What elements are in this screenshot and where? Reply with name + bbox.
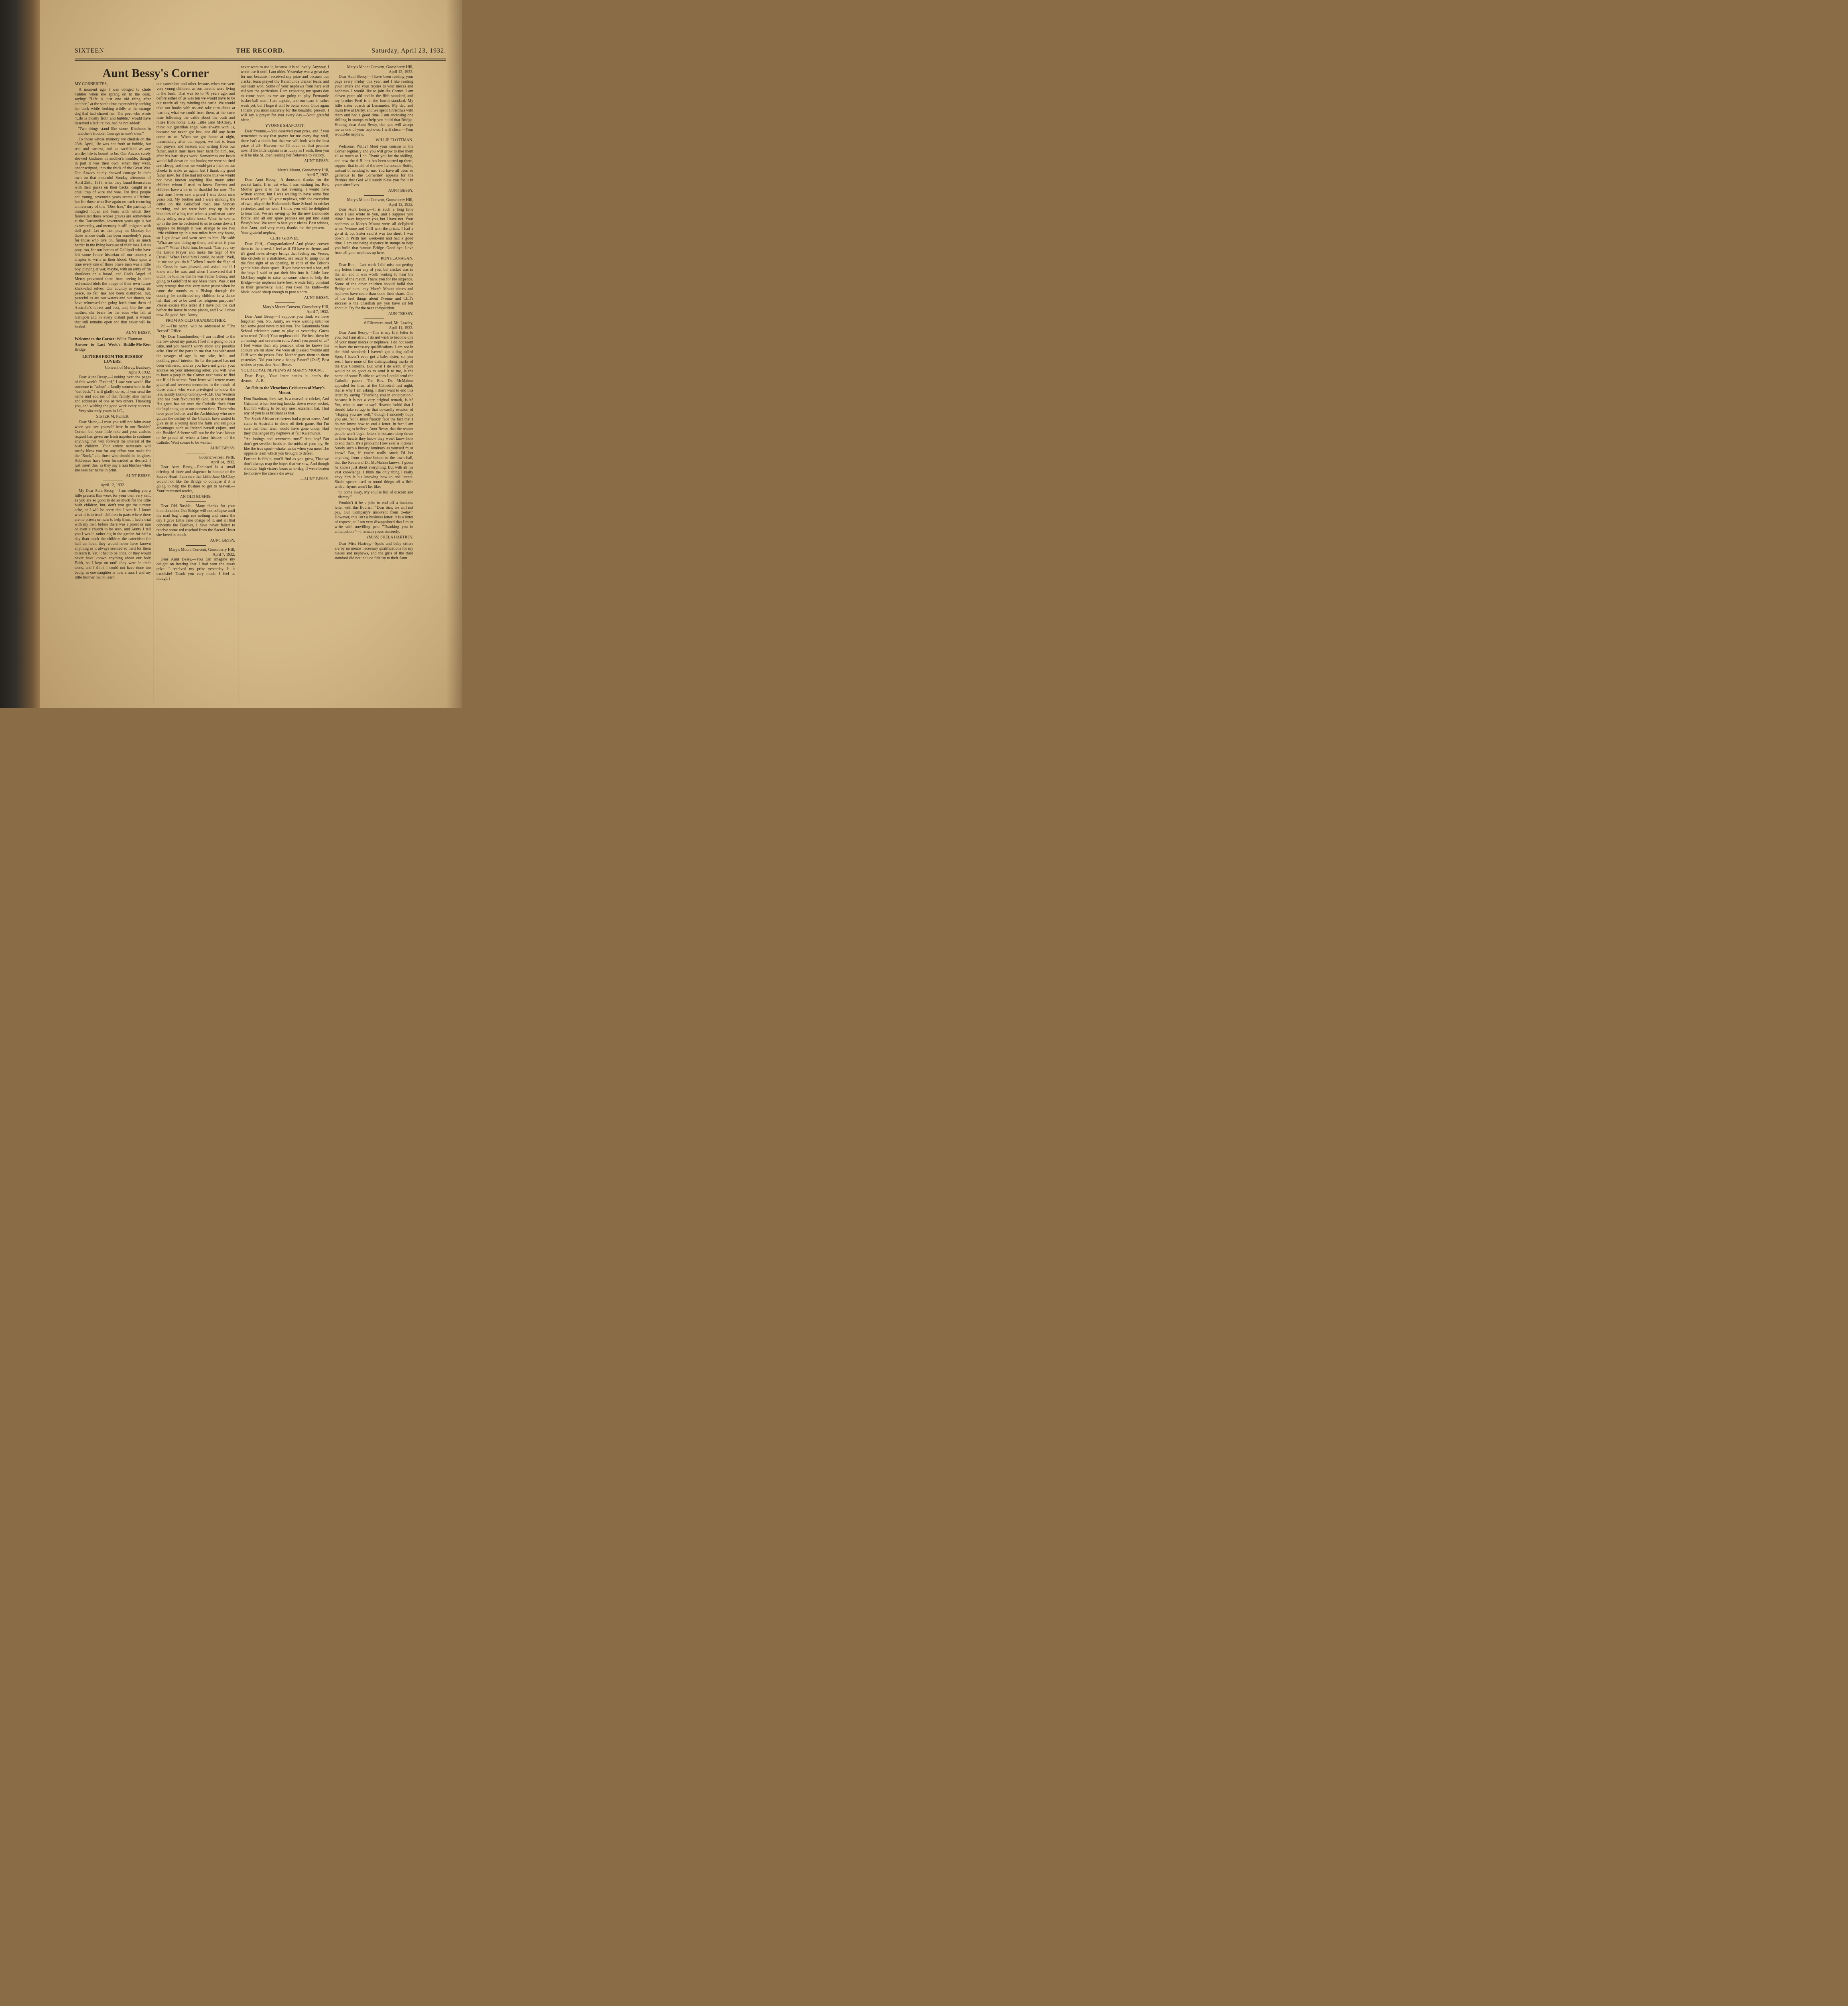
reply: Welcome, Willie! Meet your cousins in the Corner regularly and you will grow to like them all as much as I do. Thank you for the shilling, and now the A.B. box has been started up there, support that in aid of the new Lemonade Bottle, instead of sending to me. You have all been so generous to the Cornerites' appeals for the Bushies that God will surely bless you for it in your after lives. (335, 144, 413, 187)
masthead: THE RECORD. (236, 47, 285, 54)
letter: Dear Aunt Bessy,—Looking over the pages of this week's "Record," I saw you would like someone to "adopt" a family somewhere in the "out back." I will gladly do so, if you send the name and address of that family, also names and addresses of one or two others. Thanking you, and wishing the good work every success.—Very sincerely yours in J.C., (75, 375, 151, 413)
ode-stanza: Fortune is fickle; you'll find as you grow, That we don't always reap the hopes that we sow, And though shoulder high victory bears us to-day, If we're beaten to-morrow the cheers die away. (244, 457, 329, 476)
letter: My Dear Aunt Bessy,—I am sending you a little present this week for your own very self, as you are so good to do so much for the little bush children, but, don't you get the tummy ache, or I will be sorry that I sent it. I know what it is to teach children in parts where there are no priests or nuns to help them. I had a trial with my own before there was a priest or nun or even a church to be seen, and Aunty I tell you I would rather dig in the garden for half a day than teach the children the catechism for half an hour, they would never have known anything as it always seemed so hard for them to learn it. Yet, it had to be done, or they would never have known anything about our holy Faith, so I kept on until they were in their teens, and I think I could not have done too badly, as one daughter is now a nun. I and my little brother had to learn (75, 489, 151, 580)
reply: Dear Boys,—Your letter settles it—here's the rhyme.—A. B. (241, 374, 329, 383)
signature: RON FLANAGAN. (380, 256, 413, 261)
letter-date: April 14, 1932. (210, 460, 235, 465)
signature: AUNT BESSY. (388, 189, 413, 193)
paragraph: our catechism and other lessons when we were very young children, as our parents were living in the bush. That was 65 to 70 years ago, and before either of us was ten we would have to be out nearly all day minding the cattle. We would take our books with us and take turn about at learning what we could from them, at the same time following the cattle about the bush and miles from home. Like Little Jane McClory, I think our guardian angel was always with us, because we never got lost, nor did any harm come to us. When we got home at night, immediately after our supper, we had to learn our prayers and lessons and writing from our father, and it must have been hard for him, too, after his hard day's work. Sometimes our heads would fall down on our books; we were so tired and sleepy, and then we would get a flick on our cheeks to wake us again, but I thank my good father now, for if he had not done this we would not have known anything like many other children whom I used to know. Parents and children have a lot to be thankful for now. The first time I ever saw a priest I was about nine years old. My brother and I were minding the cattle on the Guildford road one Sunday morning, and we were both way up in the branches of a big tree when a gentleman came along riding on a white horse. When he saw us up in the tree he beckoned to us to come down. I suppose he thought it was strange to see two little children up in a tree miles from any house, so I got down and went over to him. He said: "What are you doing up there, and what is your name?" When I told him, he said: "Can you say the Lord's Prayer and make the Sign of the Cross?" When I told him I could, he said: "Well, let me see you do it." When I made the Sign of the Cross he was pleased, and asked me if I knew who he was, and when I answered that I didn't, he told me that he was Father Gibney, and going to Guildford to say Mass there. Was it not very strange that that very same priest when he came the rounds as a Bishop through the country, he confirmed my children in a dance hall that had to be used for religious purposes? Please excuse this letter if I have put the cart before the horse in some places, and I will close now. So good-bye, Aunty. (156, 82, 235, 317)
page-edge-shadow (446, 0, 462, 708)
signature: —AUNT BESSY. (300, 477, 329, 481)
paragraph: A moment ago I was obliged to chide Tiddles when she sprang on to the desk, saying: "Life is just one old thing after another," at the same time expressively arching her back while looking wildly at the strange dog that had chased her. The poet who wrote "Life is mostly froth and bubble," would have deserved a lecture too, had he not added: (75, 87, 151, 126)
reply: Dear Sister,—I trust you will not faint away when you see yourself here in our Bushies' Corner, but your little note and your zealous request has given me fresh impetus to continue anything that will forward the interest of the bush children. Your ardent namesake will surely bless you for any effort you make for the "Rock," and those who should be its glory. Addresses have been forwarded as desired. I just insert this, as they say a nun blushes when she sees her name in print. (75, 420, 151, 473)
letter-address: Mary's Mount Convent, Gooseberry Hill, (262, 305, 329, 309)
ode-stanza: "An innings and seventeen runs!" Atta boy! But don't get swelled heads in the midst of your joy, Be like the true sport—shake hands when you meet The opposite team which you brought to defeat. (244, 437, 329, 456)
letter: Dear Aunt Bessy,—I have been reading your page every Friday this year, and I like reading your letters and your replies to your nieces and nephews. I would like to join the Corner. I am eleven years old and in the fifth standard, and my brother Fred is in the fourth standard. My little sister boards at Lesmurdie. My dad and mum live at Derby, and we spent Christmas with them and had a good time. I am enclosing one shilling in stamps to help you build that Bridge. Hoping, dear Aunt Bessy, that you will accept me as one of your nephews, I will close.—Your would-be nephew, (335, 75, 413, 137)
running-header (75, 47, 446, 57)
signature: SISTER M. PETER. (96, 414, 130, 419)
signature: WILLIE FLOTTMAN. (376, 138, 413, 142)
answer-label: Answer to Last Week's Riddle-Me-Ree: (75, 343, 151, 347)
answer-value: Bridge. (75, 347, 87, 352)
signature: AUNT BESSY. (126, 331, 151, 335)
letter: Dear Aunt Bessy,—You can imagine my delight on hearing that I had won the essay prize. I received my prize yesterday. It is exquisite! Thank you very much. I feel as though I (156, 557, 235, 581)
reply: My Dear Grandmother,—I am thrilled to the marrow about my parcel. I feel it is going to be a cake, and you needn't worry about any possible ache. One of the parts in me that has withstood the ravages of age, is my cake, fruit, and pudding proof interior. So far the parcel has not been delivered, and as you have not given your address on your interesting letter, you will have to have a peep in the Corner next week to find out if all is serene. Your letter will renew many grateful and reverent memories in the minds of those elders who were privileged to know the late, saintly Bishop Gibney.—R.I.P. Our Western land has been favoured by God, in those whom His grace has set over the Catholic flock from the beginning up to our present time. Those who have gone before, and the Archbishop who now guides the destiny of the Church, have united to give us in a young land the faith and religious advantages such as Ireland herself enjoys, and the Bushies' Scheme will not be the least labour to be proud of when a later history of the Catholic West comes to be written. (156, 335, 235, 445)
letter: Dear Aunt Bessy,—A thousand thanks for the pocket knife. It is just what I was wishing for. Rev. Mother gave it to me last evening. I would have written sooner, but I was waiting to have some fine news to tell you. All your nephews, with the exception of two, played the Kalamunda State School in cricket yesterday, and we won. I know you will be delighted to hear that. We are saving up for the new Lemonade Bottle, and all our spare pennies are put into Aunt Bessy's box. We want to beat your nieces. Best wishes, dear Aunt, and very many thanks for the present.—Your grateful nephew, (241, 178, 329, 235)
letter-address: Convent of Mercy, Bunbury, (105, 365, 151, 370)
letter: Dear Aunt Bessy,—This is my first letter to you, but I am afraid I do not wish to become one of your many nieces or nephews. I do not seem to have the necessary qualifications. I am not in the third standard; I haven't got a dog called Spot; I haven't even got a baby sister; so, you see, I have none of the distinguishing marks of the true Cornerite. But what I do want, if you would be so good as to send it to me, is the name of some Bushie to whom I could send the Catholic papers. The Rev. Dr. McMahon appealed for them at the Cathedral last night; that is why I am asking. I don't want to end this letter by saying "Thanking you in anticipation," because it is not a very original remark, is it? Yet, what is one to say? Heaven forbid that I should take refuge in that cowardly evasion of "Hoping you are well," though I sincerely hope you are. No! I must frankly face the fact that I do not know how to end a letter. In fact I am beginning to believe, Aunt Bessy, that the reason people won't begin letters is because deep down in their hearts they know they won't know how to end them. It's a problem! How ever is it done? Surely such a literary luminary as yourself must know! But, if you're really stuck I'd bet anything, from a shoe button to the town hall, that the Reverend Dr. McMahon knows. I guess he knows just about everything. But with all his vast knowledge, I think the only thing I really envy him is his knowing how to end letters. Shake speare used to round things off a little with a rhyme, usen't he, like: (335, 331, 413, 489)
welcome-name: Willie Flottman. (116, 337, 143, 341)
letter-date: April 12, 1932. (100, 483, 125, 487)
separator (364, 195, 384, 196)
signature: YVONNE SHAPCOTT. (265, 124, 305, 128)
letter: Wouldn't it be a joke to end off a business letter with this flourish: "Dear Sirs, we will not pay, Our Company's insolvent from to-day." However, this isn't a business letter; it is a letter of request, so I am very disappointed that I must write with unwilling pen: "Thanking you in anticipation."—I remain yours sincerely, (335, 501, 413, 534)
signature: AUNT BESSY. (210, 446, 235, 451)
signature: AUNT BESSY. (304, 159, 329, 163)
letter-address: Mary's Mount Convent, Gooseberry Hill, (169, 548, 235, 552)
verse: "O come away, My soul is full of discord and dismay." (338, 490, 413, 499)
letter: Dear Aunt Bessy,—I suppose you think we have forgotten you. No, Aunty, we were waiting until we had some good news to tell you. The Kalamunda State School cricketers came to play us yesterday. Guess who won? (You!) Your nephews did. We beat them by an innings and seventeen runs. Aren't you proud of us? I feel worse than any peacock when he knows his colours are on show. We were all pleased Yvonne and Cliff won the prizes. Rev. Mother gave them to them yesterday. Did you have a happy Easter? (Oui!) Best wishes to you, dear Aunt Bessy.— (241, 315, 329, 367)
signature: AUNT BESSY. (126, 474, 151, 478)
reply: Dear Ron,—Last week I did miss not getting any letters from any of you, but cricket was in the air, and it was worth waiting to hear the result of the match. Thank you for the sixpence. Some of the other children should build that Bridge of ours—my Mary's Mount nieces and nephews have more than done their share. One of the best things about Yvonne and Cliff's success is the unselfish joy you have all felt about it. Try for the next competition. (335, 263, 413, 311)
letter-address: Goderich-street, Perth. (199, 455, 235, 460)
verse: "Two things stand like stone, Kindness in another's trouble, Courage in one's own." (78, 127, 151, 136)
signature: YOUR LOYAL NEPHEWS AT MARY'S MOUNT. (241, 368, 324, 373)
letter: Dear Aunt Bessy,—Enclosed is a small offering of three and sixpence in honour of the Sacred Heart. I am sure that Little Jane McClory would not like the Bridge to collapse if it is going to help the Bushies to get to heaven.—Your interested reader, (156, 465, 235, 493)
column-1 (75, 82, 151, 703)
answer-line (75, 343, 151, 352)
letter-address: Mary's Mount Convent, Gooseberry Hill, (347, 198, 413, 202)
postscript: P.S.—The parcel will be addressed to "The Record" Office. (156, 324, 235, 333)
letter: Dear Aunt Bessy,—It is such a long time since I last wrote to you, and I suppose you think I have forgotten you, but I have not. Your nephews at Mary's Mount were all delighted when Yvonne and Cliff won the prizes. I had a go at it, but Sister said it was too short. I was down in Perth last week-end and had a good time. I am enclosing sixpence in stamps to help you build that famous Bridge. Good-bye. Love from all your nephews up here. (335, 207, 413, 255)
reply: Dear Miss Hartrey,—Spots and baby sisters are by no means necessary qualifications for my nieces and nephews, and the girls of the third standard did not include fidelity to their Aunt (335, 542, 413, 560)
letter-address: 6 Ellesmere-road, Mt. Lawley, (364, 321, 413, 325)
letter-date: April 7, 1932. (212, 552, 235, 557)
letter-address: Mary's Mount Convent, Gooseberry Hill, (347, 65, 413, 69)
separator (186, 545, 206, 546)
letter-date: April 7, 1932. (306, 173, 329, 177)
newspaper-page (40, 0, 462, 708)
page-title: Aunt Bessy's Corner (102, 67, 209, 80)
letter-date: April 11, 1932. (389, 326, 413, 330)
book-spine (0, 0, 44, 708)
ode-stanza: The South African cricketers had a great name, And came to Australia to show off their game, But I'm sure that their team would have gone under, Had they challenged my nephews at fair Kalamunda. (244, 417, 329, 436)
reply: Dear Old Bushie,—Many thanks for your kind donation. Our Bridge will not collapse until the mail bag brings me nothing and, since the day I gave Little Jane charge of it, and all that concerns the Bushies, I have never failed to receive some red rosebud from the Sacred Heart she loved so much. (156, 504, 235, 537)
signature: CLIFF GROVES. (270, 236, 300, 241)
salutation: MY CORNERITES,— (75, 82, 112, 86)
letter-date: April 12, 1932. (388, 70, 413, 74)
page-number: SIXTEEN (75, 47, 104, 54)
welcome-label: Welcome to the Corner: (75, 337, 116, 341)
letter-date: April 13, 1932. (388, 203, 413, 207)
ode-stanza: Don Bradman, they say, is a marvel at cricket, And Grimmet when bowling knocks down every wicket, But I'm willing to bet my most excellent hat, That any of you is as brilliant as that. (244, 397, 329, 416)
signature: AN OLD BUSHIE. (180, 495, 212, 499)
signature: AUNT BESSY. (210, 538, 235, 543)
column-3 (241, 65, 329, 703)
letter: never want to use it, because it is so lovely. Anyway, I won't use it until I am older. Yesterday was a great day for me, because I received my prize and because our cricket team played the Kalamunda cricket team, and our team won. Some of your nephews from here will tell you the particulars. I am expecting my sports day to come soon, as we are going to play Fremantle basket ball team. I am captain, and our team is rather weak yet, but I hope it will be better soon. Once again I thank you most sincerely for the beautiful present. I will say a prayer for you every day.—Your grateful niece, (241, 65, 329, 122)
column-4 (335, 65, 413, 703)
paragraph: To those whose memory we cherish on the 25th. April, life was not froth or bubble, but real and earnest, and as sacrificial as any worthy life is bound to be. Our Anzacs surely showed kindness in another's trouble, though in part it was their own, when they went, unconscripted, into the thick of the Great War. Our Anzacs surely showed courage in their own on that mournful Sunday afternoon of April 25th., 1915, when they found themselves with their packs on their backs, caught in a cruel trap of wire and woe. For little people and young, seventeen years seems a lifetime, but for those who live again on each recurring anniversary of this "Dies Irae," the partings of mingled hopes and fears with which they farewelled those whose graves are somewhere at the Dardanelles, seventeen years ago is but as yesterday, and memory is still poignant with dull grief. Let us then pray on Monday for those whose death has been somebody's pain; for those who live on, finding life so much harder in the living because of their loss. Let us pray, too, for our heroes of Gallipoli who have left some future historian of our country a chapter to write in their blood. Once upon a time every one of those brave men was a little boy, playing at war, maybe, with an army of tin shoulders on a board, and God's Angel of Mercy prevented them from seeing in their red-coated idols the image of their own future khaki-clad selves. Our country is young; its peace, so far, has not been disturbed, but, peaceful as are our waters and our shores, we have witnessed the going forth from them of Australia's fairest and best, and, like the true mother, she bears for the sons who fell at Gallipoli and in every distant part, a wound that still remains open and that never will be healed. (75, 137, 151, 329)
ode-title: An Ode to the Victorious Cricketers of Mary's Mount. (245, 386, 325, 395)
header-rule-thin (75, 60, 446, 61)
column-2 (156, 82, 235, 703)
section-heading: LETTERS FROM THE BUSHIES' LOVERS. (82, 355, 143, 364)
letter-address: Mary's Mount, Gooseberry Hill, (277, 168, 329, 173)
signature: (MISS) SHELA HARTREY. (367, 535, 413, 540)
reply: Dear Yvonne,—You deserved your prize, and if you remember to say that prayer for me every day, well, there isn't a doubt but that we will both win the best prize of all—Heaven—so I'll count on that promise now. If the little captain is as lucky as I wish, then you will be like St. Joan leading her followers to victory. (241, 129, 329, 158)
signature: FROM AN OLD GRANDMOTHER. (165, 319, 226, 323)
letter-date: April 7, 1932. (306, 310, 329, 314)
signature: AUN TBESSY. (388, 312, 413, 316)
welcome-line (75, 337, 151, 342)
issue-date: Saturday, April 23, 1932. (372, 47, 446, 54)
letter-date: April 9, 1932. (128, 370, 151, 375)
reply: Dear Cliff,—Congratulations! And please convey them to the crowd. I feel as if I'll have to rhyme, and it's good news always brings that feeling on. Verses, like crickets in a matchbox, are ready to jump out at the first sight of an opening, in spite of the Editor's gentle hints about space. If you have started a box, tell the boys I said to put their bits into it. Little Jane McClory ought to raise up some others to help the Bridge—my nephews have been wonderfully constant in their generosity. Glad you liked the knife—the blade looked sharp enough to pare a corn. (241, 242, 329, 294)
signature: AUNT BESSY. (304, 296, 329, 300)
